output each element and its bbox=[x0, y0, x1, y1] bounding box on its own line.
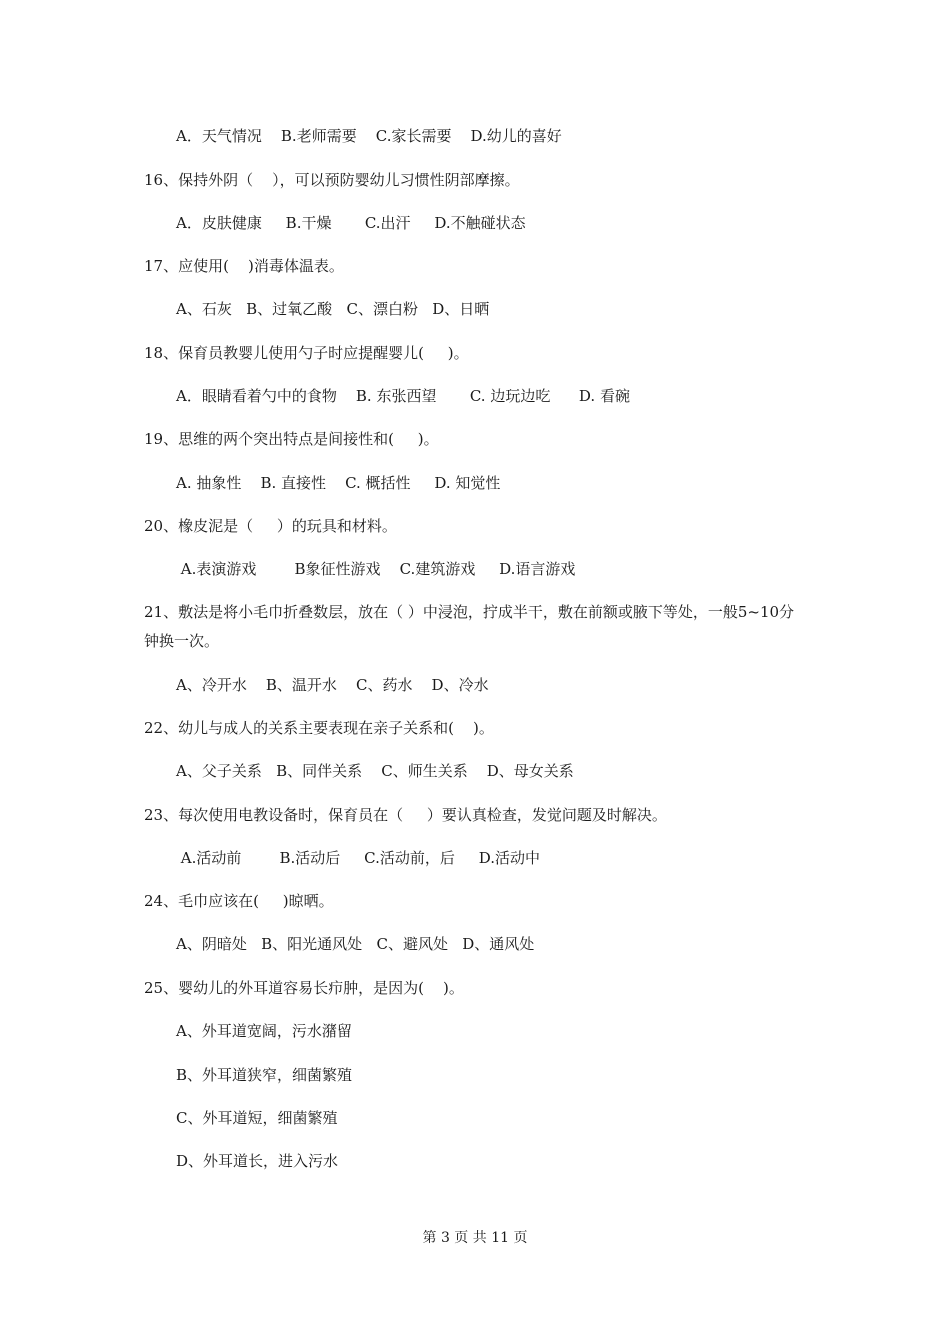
q21-options: A、冷开水 B、温开水 C、药水 D、冷水 bbox=[176, 676, 489, 694]
q25-option-b: B、外耳道狭窄，细菌繁殖 bbox=[176, 1066, 353, 1084]
q18-question: 18、保育员教婴儿使用勺子时应提醒婴儿( )。 bbox=[144, 344, 469, 362]
q23-question: 23、每次使用电教设备时，保育员在（ ）要认真检查，发觉问题及时解决。 bbox=[144, 806, 667, 824]
q17-options: A、石灰 B、过氧乙酸 C、漂白粉 D、日晒 bbox=[176, 300, 490, 318]
q19-question: 19、思维的两个突出特点是间接性和( )。 bbox=[144, 430, 439, 448]
q25-option-a: A、外耳道宽阔，污水潴留 bbox=[176, 1022, 352, 1040]
q19-options: A. 抽象性 B. 直接性 C. 概括性 D. 知觉性 bbox=[176, 474, 501, 492]
q18-options: A．眼睛看着勺中的食物 B. 东张西望 C. 边玩边吃 D. 看碗 bbox=[176, 387, 630, 405]
q20-options: A.表演游戏 B象征性游戏 C.建筑游戏 D.语言游戏 bbox=[176, 560, 576, 578]
page-footer: 第 3 页 共 11 页 bbox=[422, 1230, 528, 1246]
q23-options: A.活动前 B.活动后 C.活动前，后 D.活动中 bbox=[176, 849, 540, 867]
q17-question: 17、应使用( )消毒体温表。 bbox=[144, 257, 344, 275]
q25-option-d: D、外耳道长，进入污水 bbox=[176, 1152, 339, 1170]
q15-options: A．天气情况 B.老师需要 C.家长需要 D.幼儿的喜好 bbox=[176, 127, 562, 145]
q24-options: A、阴暗处 B、阳光通风处 C、避风处 D、通风处 bbox=[176, 935, 535, 953]
q16-options: A．皮肤健康 B.干燥 C.出汗 D.不触碰状态 bbox=[176, 214, 526, 232]
q22-options: A、父子关系 B、同伴关系 C、师生关系 D、母女关系 bbox=[176, 762, 574, 780]
q20-question: 20、橡皮泥是（ ）的玩具和材料。 bbox=[144, 517, 397, 535]
q24-question: 24、毛巾应该在( )晾晒。 bbox=[144, 892, 334, 910]
q25-question: 25、婴幼儿的外耳道容易长疖肿，是因为( )。 bbox=[144, 979, 464, 997]
q22-question: 22、幼儿与成人的关系主要表现在亲子关系和( )。 bbox=[144, 719, 494, 737]
q25-option-c: C、外耳道短，细菌繁殖 bbox=[176, 1109, 338, 1127]
q21-question: 21、敷法是将小毛巾折叠数层，放在（ ）中浸泡，拧成半干，敷在前额或腋下等处，一般5~10分钟换一次。 bbox=[144, 603, 795, 650]
q16-question: 16、保持外阴（ ），可以预防婴幼儿习惯性阴部摩擦。 bbox=[144, 171, 520, 189]
